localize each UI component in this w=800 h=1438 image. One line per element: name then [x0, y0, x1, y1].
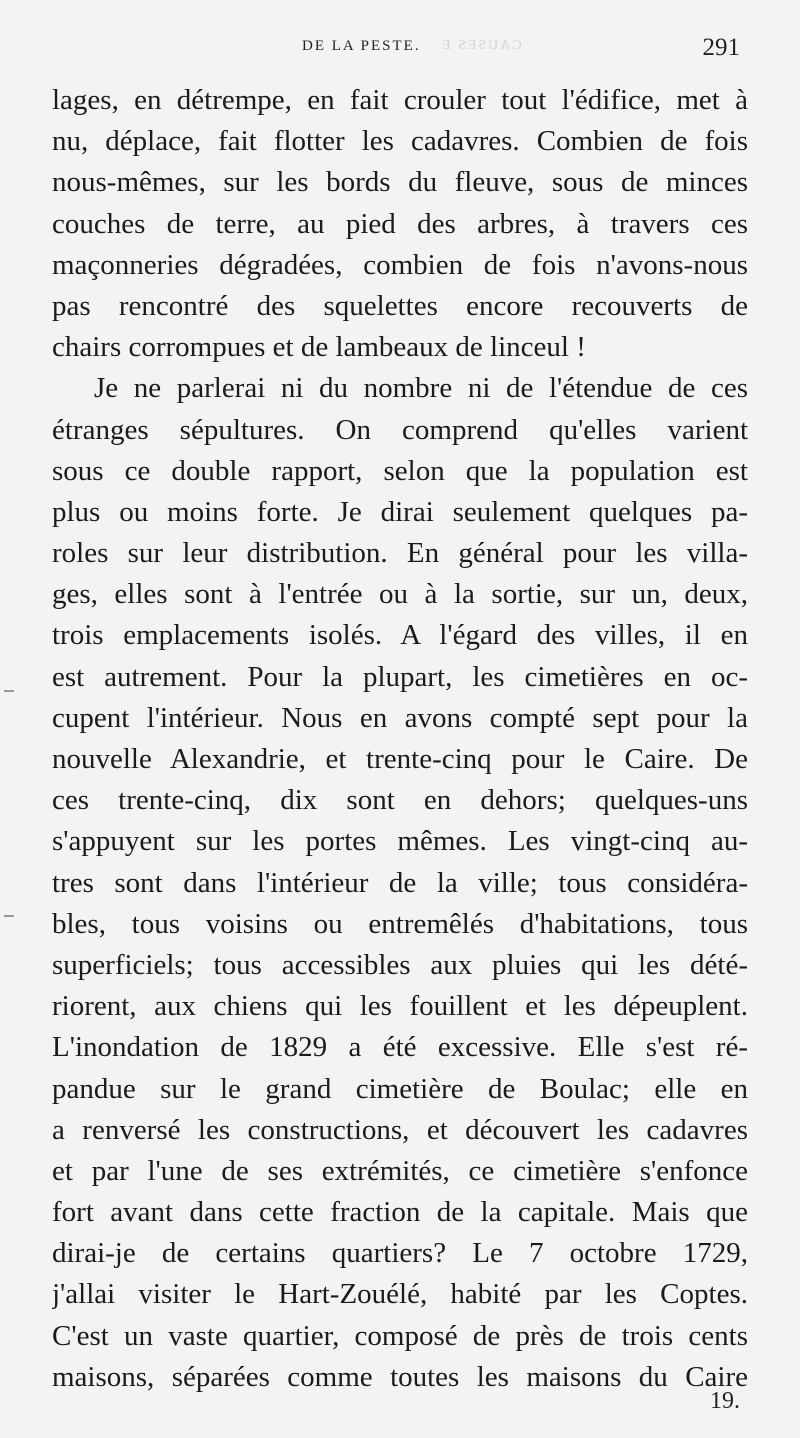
text-line: roles sur leur distribution. En général pour les villa- [52, 537, 748, 570]
text-line: a renversé les constructions, et découvert les cadavres [52, 1113, 748, 1146]
text-line: L'inondation de 1829 a été excessive. Elle s'est ré- [52, 1031, 748, 1064]
text-line: C'est un vaste quartier, composé de près de trois cents [52, 1319, 748, 1352]
text-line: étranges sépultures. On comprend qu'elles varient [52, 413, 748, 446]
text-line: bles, tous voisins ou entremêlés d'habitations, tous [52, 907, 748, 940]
bleed-through-text: CAUSES E [440, 38, 522, 53]
text-line: s'appuyent sur les portes mêmes. Les vingt-cinq au- [52, 825, 748, 858]
page-number: 291 [702, 34, 740, 61]
text-line: j'allai visiter le Hart-Zouélé, habité par les Coptes. [52, 1278, 748, 1311]
text-line: riorent, aux chiens qui les fouillent et les dépeuplent. [52, 990, 748, 1023]
text-line: pas rencontré des squelettes encore recouverts de [52, 289, 748, 322]
text-line: nous-mêmes, sur les bords du fleuve, sous de minces [52, 166, 748, 199]
text-line: est autrement. Pour la plupart, les cimetières en oc- [52, 660, 748, 693]
paragraph-start-line: Je ne parlerai ni du nombre ni de l'étendue de ces [94, 372, 748, 405]
text-line: ces trente-cinq, dix sont en dehors; quelques-uns [52, 784, 748, 817]
text-line: couches de terre, au pied des arbres, à travers ces [52, 207, 748, 240]
text-line: tres sont dans l'intérieur de la ville; tous considéra- [52, 866, 748, 899]
text-line: lages, en détrempe, en fait crouler tout l'édifice, met à [52, 84, 748, 116]
text-line: cupent l'intérieur. Nous en avons compté sept pour la [52, 701, 748, 734]
text-line: dirai-je de certains quartiers? Le 7 octobre 1729, [52, 1237, 748, 1270]
text-line: superficiels; tous accessibles aux pluies qui les dété- [52, 948, 748, 981]
text-line: maisons, séparées comme toutes les maisons du Caire [52, 1360, 748, 1393]
text-line: plus ou moins forte. Je dirai seulement quelques pa- [52, 495, 748, 528]
text-line: et par l'une de ses extrémités, ce cimetière s'enfonce [52, 1154, 748, 1187]
body-text [52, 80, 748, 1398]
margin-mark [4, 915, 14, 917]
text-line: nouvelle Alexandrie, et trente-cinq pour le Caire. De [52, 743, 748, 775]
text-line: ges, elles sont à l'entrée ou à la sortie, sur un, deux, [52, 578, 748, 611]
text-line: fort avant dans cette fraction de la capitale. Mais que [52, 1196, 748, 1229]
running-head [0, 34, 800, 64]
text-line: nu, déplace, fait flotter les cadavres. Combien de fois [52, 125, 748, 158]
signature-mark: 19. [710, 1388, 740, 1414]
running-head-title: DE LA PESTE. [302, 38, 421, 54]
margin-mark [4, 690, 14, 692]
text-line: pandue sur le grand cimetière de Boulac; elle en [52, 1072, 748, 1105]
text-line: chairs corrompues et de lambeaux de linceul ! [52, 331, 586, 364]
text-line: sous ce double rapport, selon que la population est [52, 454, 748, 487]
text-line: maçonneries dégradées, combien de fois n'avons-nous [52, 248, 748, 281]
text-line: trois emplacements isolés. A l'égard des villes, il en [52, 619, 748, 652]
